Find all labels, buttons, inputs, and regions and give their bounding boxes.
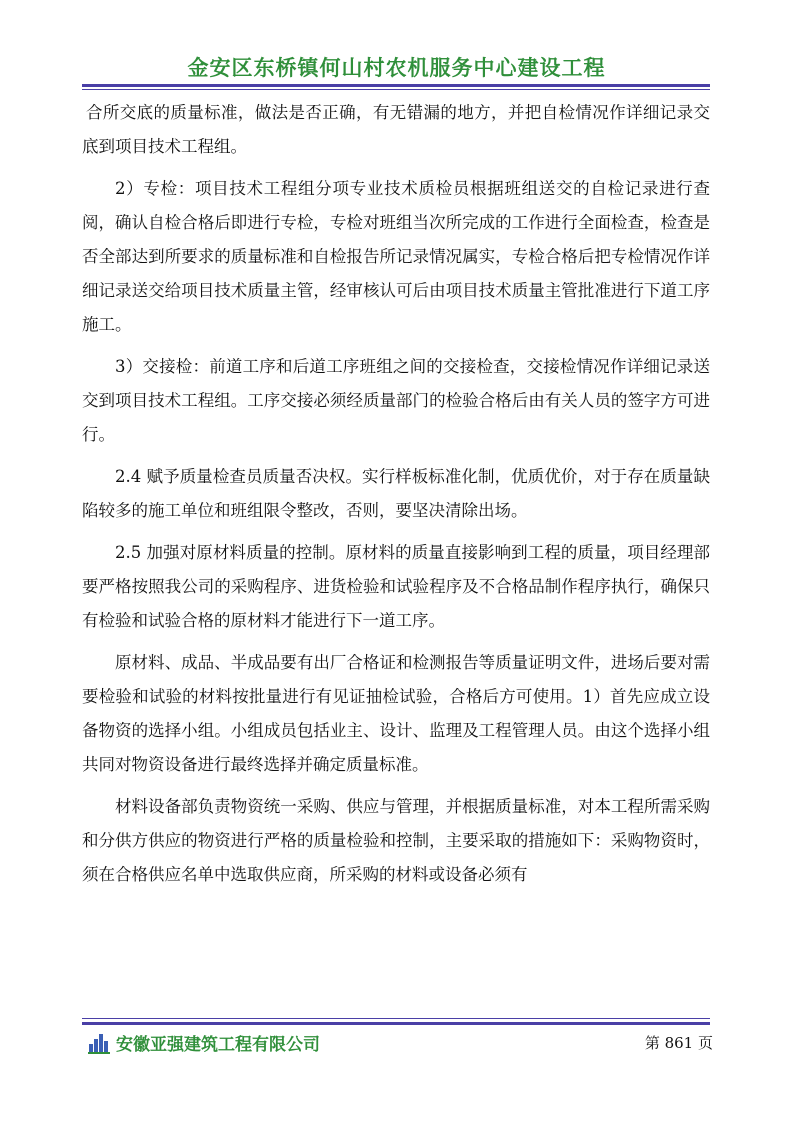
header-rule-thin bbox=[82, 89, 710, 90]
footer-rule-thin bbox=[82, 1018, 710, 1019]
document-header-title: 金安区东桥镇何山村农机服务中心建设工程 bbox=[187, 56, 606, 80]
body-paragraph: 合所交底的质量标准，做法是否正确，有无错漏的地方，并把自检情况作详细记录交底到项目技术工程组。 bbox=[82, 103, 710, 156]
footer-company-name: 安徽亚强建筑工程有限公司 bbox=[116, 1035, 320, 1055]
header-rule-thick bbox=[82, 84, 710, 87]
body-paragraph: 2.5 加强对原材料质量的控制。原材料的质量直接影响到工程的质量，项目经理部要严格按照我公司的采购程序、进货检验和试验程序及不合格品制作程序执行，确保只有检验和试验合格的原材料才能进行下一道工序。 bbox=[82, 543, 710, 630]
body-paragraph: 2.4 赋予质量检查员质量否决权。实行样板标准化制，优质优价，对于存在质量缺陷较多的施工单位和班组限令整改，否则，要坚决清除出场。 bbox=[82, 467, 710, 520]
company-logo-icon bbox=[88, 1032, 112, 1054]
body-paragraph: 材料设备部负责物资统一采购、供应与管理，并根据质量标准，对本工程所需采购和分供方供应的物资进行严格的质量检验和控制，主要采取的措施如下：采购物资时，须在合格供应名单中选取供应商，所采购的材料或设备必须有 bbox=[82, 797, 710, 884]
footer-company bbox=[88, 1030, 320, 1055]
footer-rule-thick bbox=[82, 1022, 710, 1025]
page-number: 第 861 页 bbox=[644, 1034, 713, 1052]
body-paragraph: 3）交接检：前道工序和后道工序班组之间的交接检查，交接检情况作详细记录送交到项目技术工程组。工序交接必须经质量部门的检验合格后由有关人员的签字方可进行。 bbox=[82, 357, 710, 444]
body-paragraph: 2）专检：项目技术工程组分项专业技术质检员根据班组送交的自检记录进行查阅，确认自检合格后即进行专检，专检对班组当次所完成的工作进行全面检查，检查是否全部达到所要求的质量标准和自检报告所记录情况属实，专检合格后把专检情况作详细记录送交给项目技术质量主管，经审核认可后由项目技术质量主管批准进行下道工序施工。 bbox=[82, 179, 710, 334]
body-paragraph: 原材料、成品、半成品要有出厂合格证和检测报告等质量证明文件，进场后要对需要检验和试验的材料按批量进行有见证抽检试验，合格后方可使用。1）首先应成立设备物资的选择小组。小组成员包括业主、设计、监理及工程管理人员。由这个选择小组共同对物资设备进行最终选择并确定质量标准。 bbox=[82, 653, 710, 774]
document-body bbox=[82, 96, 710, 900]
